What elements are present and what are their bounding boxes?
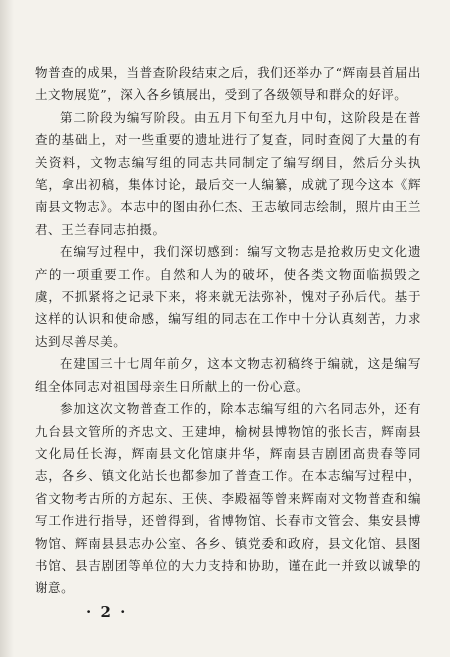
paragraph-4: 在建国三十七周年前夕，这本文物志初稿终于编就，这是编写组全体同志对祖国母亲生日所献上的一份心意。 xyxy=(35,356,421,394)
paragraph-3: 在编写过程中，我们深切感到：编写文物志是抢救历史文化遗产的一项重要工作。自然和人为的破坏，使各类文物面临损毁之虞，不抓紧将之记录下来，将来就无法弥补，愧对子孙后代。基于这样的认识和使命感，编写组的同志在工作中十分认真刻苦，力求达到尽善尽美。 xyxy=(35,244,421,349)
page-number: · 2 · xyxy=(86,603,128,621)
paragraph-2: 第二阶段为编写阶段。由五月下旬至九月中旬，这阶段是在普查的基础上，对一些重要的遗址进行了复查，同时查阅了大量的有关资料，文物志编写组的同志共同制定了编写纲目，然后分头执笔，拿出初稿，集体讨论，最后交一人编纂，成就了现今这本《辉南县文物志》。本志中的图由孙仁杰、王志敏同志绘制，照片由王兰君、王兰春同志拍摄。 xyxy=(35,109,421,237)
paragraph-5: 参加这次文物普查工作的，除本志编写组的六名同志外，还有九台县文管所的齐忠文、王建坤，榆树县博物馆的张长吉，辉南县文化局任长海，辉南县文化馆康井华，辉南县吉剧团高贵春等同志，各乡、镇文化站长也都参加了普查工作。在本志编写过程中，省文物考古所的方起东、王侠、李殿福等曾来辉南对文物普查和编写工作进行指导，还曾得到，省博物馆、长春市文管会、集安县博物馆、辉南县县志办公室、各乡、镇党委和政府，县文化馆、县图书馆、县吉剧团等单位的大力支持和协助，谨在此一并致以诚挚的谢意。 xyxy=(35,401,421,596)
paragraph-1: 物普查的成果，当普查阶段结束之后，我们还举办了“辉南县首届出土文物展览”，深入各乡镇展出，受到了各级领导和群众的好评。 xyxy=(35,65,421,103)
scan-edge-shadow xyxy=(0,0,14,657)
body-text xyxy=(35,62,421,600)
